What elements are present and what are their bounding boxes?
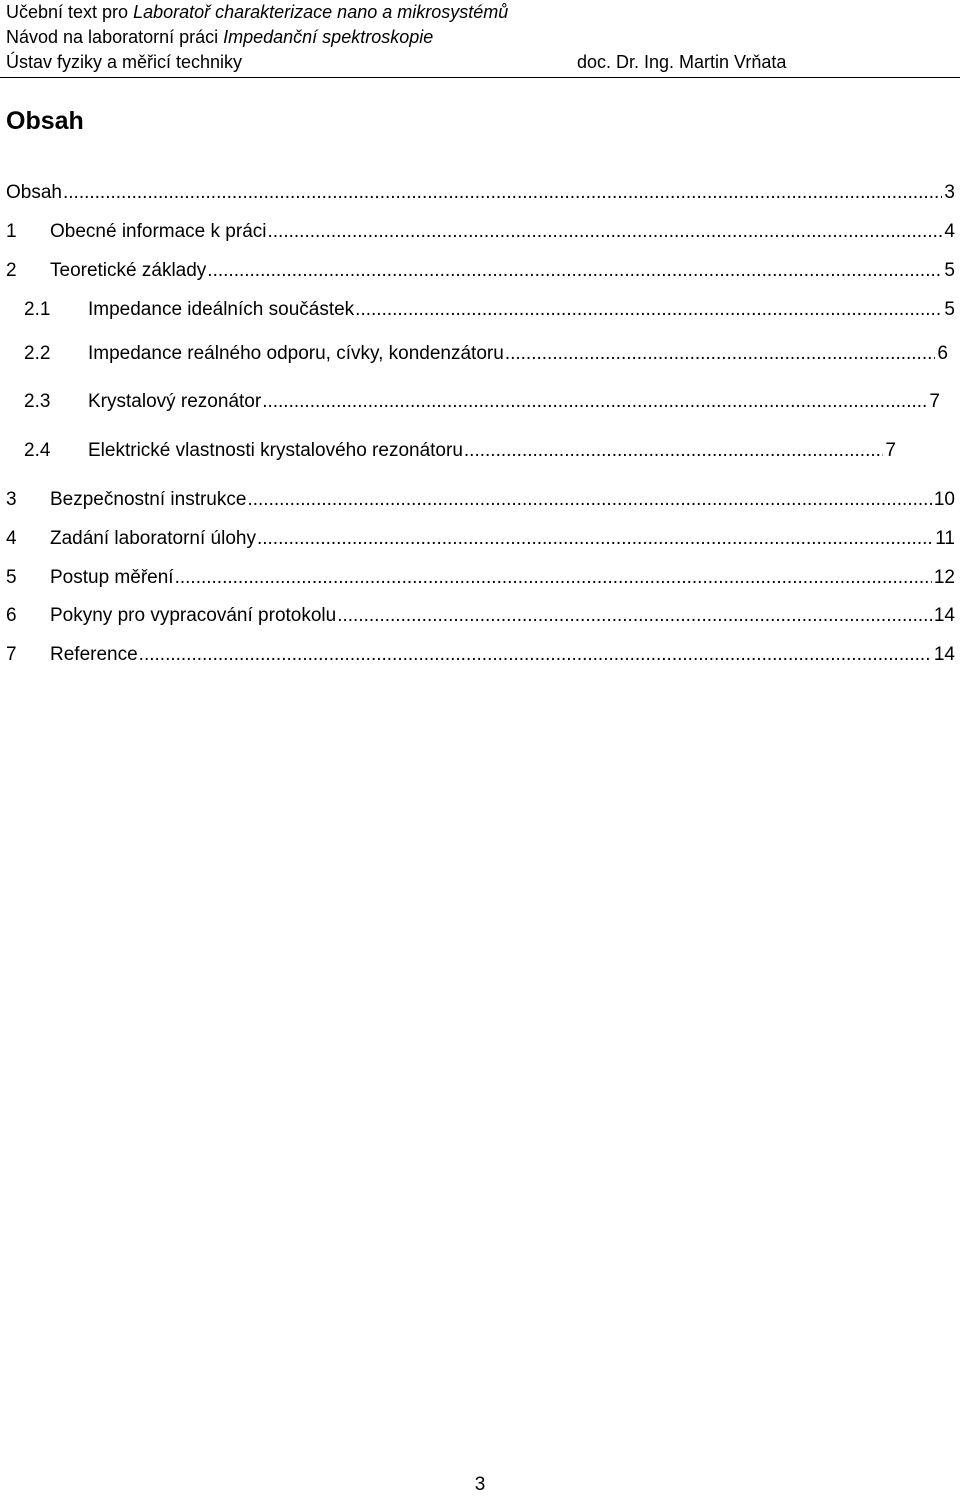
toc-entry[interactable] (6, 258, 955, 284)
toc-dot-leader (262, 389, 927, 415)
toc-entry-number: 3 (6, 489, 17, 510)
toc-entry[interactable] (6, 565, 955, 591)
toc-entry-title: Impedance ideálních součástek (88, 299, 355, 320)
toc-entry-number: 5 (6, 567, 17, 588)
toc-entry[interactable] (6, 642, 955, 668)
toc-entry-page: 5 (944, 260, 955, 281)
toc-entry[interactable] (6, 180, 955, 206)
toc-entry-page: 6 (937, 343, 948, 364)
toc-entry[interactable] (6, 526, 955, 552)
toc-dot-leader (268, 219, 943, 245)
toc-dot-leader (257, 526, 933, 552)
toc-heading: Obsah (6, 107, 84, 135)
toc-entry-page: 10 (933, 489, 955, 510)
toc-dot-leader (207, 258, 942, 284)
toc-entry-page: 11 (935, 528, 955, 549)
toc-dot-leader (337, 603, 932, 629)
toc-entry-page: 12 (933, 567, 955, 588)
toc-entry[interactable] (6, 603, 955, 629)
header-course-line (6, 1, 508, 23)
toc-dot-leader (464, 438, 884, 464)
toc-dot-leader (355, 297, 942, 323)
toc-entry-page: 14 (933, 605, 955, 626)
toc-entry[interactable] (24, 341, 948, 367)
toc-entry-title: Krystalový rezonátor (88, 391, 262, 412)
toc-dot-leader (247, 487, 931, 513)
header-lab-prefix: Návod na laboratorní práci (6, 27, 224, 47)
toc-entry-page: 4 (944, 221, 955, 242)
toc-entry-number: 2.2 (24, 343, 51, 364)
toc-entry-page: 3 (944, 182, 955, 203)
toc-entry-title: Reference (50, 644, 138, 665)
header-lab-line (6, 26, 433, 48)
toc-entry-page: 7 (929, 391, 940, 412)
toc-entry[interactable] (24, 438, 896, 464)
toc-entry-number: 2 (6, 260, 17, 281)
toc-entry-title: Obecné informace k práci (50, 221, 267, 242)
toc-entry[interactable] (24, 389, 940, 415)
toc-entry-title: Elektrické vlastnosti krystalového rezonátoru (88, 440, 463, 461)
toc-entry-number: 6 (6, 605, 17, 626)
toc-dot-leader (63, 180, 942, 206)
toc-entry-title: Bezpečnostní instrukce (50, 489, 247, 510)
toc-entry-number: 7 (6, 644, 17, 665)
header-lab-title: Impedanční spektroskopie (223, 27, 434, 47)
toc-entry-title: Pokyny pro vypracování protokolu (50, 605, 337, 626)
toc-entry[interactable] (24, 297, 955, 323)
toc-entry-page: 5 (944, 299, 955, 320)
toc-entry[interactable] (6, 219, 955, 245)
toc-entry-title: Obsah (6, 182, 62, 203)
toc-entry-number: 2.3 (24, 391, 51, 412)
toc-entry-number: 2.1 (24, 299, 51, 320)
toc-entry-page: 7 (885, 440, 896, 461)
toc-dot-leader (505, 341, 936, 367)
toc-entry[interactable] (6, 487, 955, 513)
page-number: 3 (474, 1474, 486, 1495)
header-course-title: Laboratoř charakterizace nano a mikrosystémů (133, 2, 509, 22)
header-course-prefix: Učební text pro (6, 2, 134, 22)
toc-dot-leader (139, 642, 932, 668)
header-institute: Ústav fyziky a měřicí techniky (6, 52, 243, 72)
toc-entry-number: 4 (6, 528, 17, 549)
toc-entry-number: 2.4 (24, 440, 51, 461)
toc-dot-leader (175, 565, 932, 591)
toc-entry-page: 14 (933, 644, 955, 665)
toc-entry-title: Impedance reálného odporu, cívky, kondenzátoru (88, 343, 504, 364)
toc-entry-title: Teoretické základy (50, 260, 207, 281)
toc-entry-title: Zadání laboratorní úlohy (50, 528, 256, 549)
toc-entry-number: 1 (6, 221, 17, 242)
header-author: doc. Dr. Ing. Martin Vrňata (577, 52, 787, 72)
toc-entry-title: Postup měření (50, 567, 174, 588)
page-header (0, 0, 960, 78)
